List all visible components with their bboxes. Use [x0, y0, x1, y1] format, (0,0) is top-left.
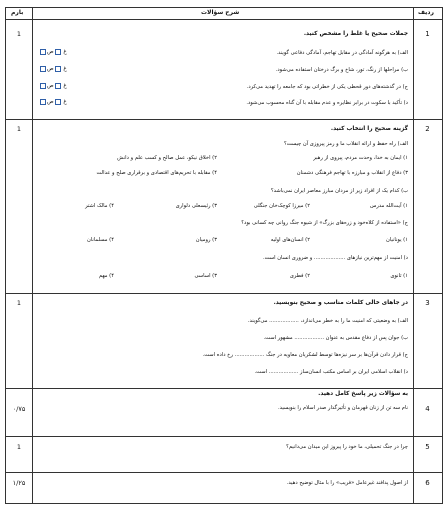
q3-item-d: د) انقلاب اسلامی ایران بر اساس مکتب انسان‌ساز .................. است.: [254, 369, 408, 375]
q2-c-opt-3: ۳) رومیان: [195, 237, 217, 243]
row-separator: [6, 293, 442, 294]
q2-b-opt-1: ۱) آیت‌الله مدرس: [370, 203, 408, 209]
header-row: ردیف: [418, 9, 434, 16]
true-checkbox[interactable]: [55, 99, 61, 105]
q2-a-opt-1: ۱) ایمان به خدا، وحدت مردم، پیروی از رهبر: [313, 155, 408, 161]
q1-item-c: ج) در گذشته‌های دور قحطی یکی از خطراتی بود که جامعه را تهدید می‌کرد.: [246, 84, 408, 90]
row-number-6: 6: [425, 479, 430, 487]
false-checkbox[interactable]: [40, 49, 46, 55]
exam-sheet: [5, 7, 443, 504]
q2-b-opt-2: ۲) میرزا کوچک‌خان جنگلی: [253, 203, 310, 209]
q1-tf-a: [39, 49, 67, 56]
q2-a-opt-3: ۳) دفاع از انقلاب و مبارزه با تهاجم فرهنگی دشمنان: [296, 170, 408, 176]
false-label: غ: [63, 99, 67, 105]
true-label: ص: [47, 99, 54, 105]
true-label: ص: [47, 66, 54, 72]
score-2: 1: [16, 125, 22, 133]
score-5: 1: [16, 443, 22, 451]
false-checkbox[interactable]: [40, 99, 46, 105]
q3-item-a: الف) به وضعیتی که امنیت ما را به خطر می‌اندازد، .................. می‌گویند.: [247, 318, 408, 324]
q2-a-opt-2: ۲) اخلاق نیکو، عمل صالح و کسب علم و دانش: [117, 155, 217, 161]
row-separator: [6, 388, 442, 389]
q2-stem-c: ج) «استفاده از کلاه‌خود و زره‌های بزرگ» از شیوه جنگ روانی چه کسانی بود؟: [241, 220, 408, 226]
q4-title: به سؤالات زیر پاسخ کامل دهید.: [318, 391, 408, 397]
q1-tf-d: [39, 99, 67, 106]
row-number-3: 3: [425, 299, 430, 307]
row-number-2: 2: [425, 125, 430, 133]
false-label: غ: [63, 83, 67, 89]
false-label: غ: [63, 66, 67, 72]
q2-d-opt-3: ۳) اساسی: [194, 273, 217, 279]
false-checkbox[interactable]: [40, 83, 46, 89]
q1-title: جملات صحیح یا غلط را مشخص کنید.: [303, 31, 408, 37]
score-3: 1: [16, 299, 22, 307]
q4-text: نام سه تن از زنان قهرمان و تأثیرگذار صدر اسلام را بنویسید.: [278, 405, 408, 411]
score-column-line: [32, 8, 33, 503]
q1-item-b: ب) مراحلها از رنگ، تور، شاخ و برگ درختان استفاده می‌شود.: [275, 67, 408, 73]
true-checkbox[interactable]: [55, 66, 61, 72]
header-score: بارم: [11, 9, 24, 16]
q2-title: گزینه صحیح را انتخاب کنید.: [330, 126, 408, 132]
table-header: [6, 8, 442, 20]
score-6: ۱/۲۵: [12, 479, 26, 487]
row-number-5: 5: [425, 443, 430, 451]
q2-c-opt-1: ۱) یونانیان: [385, 237, 408, 243]
row-separator: [6, 436, 442, 437]
true-checkbox[interactable]: [55, 83, 61, 89]
false-checkbox[interactable]: [40, 66, 46, 72]
q1-tf-b: [39, 66, 67, 73]
row-column-line: [413, 8, 414, 503]
false-label: غ: [63, 49, 67, 55]
q3-title: در جاهای خالی کلمات مناسب و صحیح بنویسید.: [273, 300, 408, 306]
q2-c-opt-4: ۴) مسلمانان: [86, 237, 114, 243]
q1-tf-c: [39, 83, 67, 90]
q2-stem-b: ب) کدام یک از افراد زیر از مردان مبارز معاصر ایران نمی‌باشد؟: [270, 188, 408, 194]
q1-item-a: الف) به هرگونه آمادگی در مقابل تهاجم، آمادگی دفاعی گویند.: [276, 50, 408, 56]
row-separator: [6, 472, 442, 473]
q2-d-opt-4: ۴) مهم: [98, 273, 114, 279]
q3-item-c: ج) قرار دادن قرآن‌ها بر سر نیزه‌ها توسط لشکریان معاویه در جنگ .................. رخ داده است.: [202, 352, 408, 358]
true-label: ص: [47, 49, 54, 55]
row-number-1: 1: [425, 30, 430, 38]
q6-text: از اصول پدافند غیرعامل «فریب» را با مثال توضیح دهید.: [286, 480, 408, 486]
q2-b-opt-4: ۴) مالک اشتر: [85, 203, 114, 209]
q2-c-opt-2: ۲) انسان‌های اولیه: [270, 237, 310, 243]
q2-a-opt-4: ۴) مقابله با تحریم‌های اقتصادی و برقراری صلح و عدالت: [96, 170, 217, 176]
q2-d-opt-2: ۲) فطری: [289, 273, 310, 279]
score-1: 1: [16, 30, 22, 38]
score-4: ۰/۷۵: [12, 405, 26, 413]
q5-text: چرا در جنگ تحمیلی، ما خود را پیروز این میدان می‌دانیم؟: [286, 444, 408, 450]
q1-item-d: د) تأکید با سکوت در برابر نظایره و عدم مقابله با آن گناه محسوب می‌شود.: [246, 100, 408, 106]
true-label: ص: [47, 83, 54, 89]
q2-stem-a: الف) راه حفظ و ارائه انقلاب ما و رمز پیروزی آن چیست؟: [283, 141, 408, 147]
true-checkbox[interactable]: [55, 49, 61, 55]
q3-item-b: ب) جوان پس از دفاع مقدس به عنوان .................. مشهور است.: [263, 335, 408, 341]
header-question: شرح سؤالات: [201, 9, 240, 16]
q2-b-opt-3: ۳) رئیسعلی دلواری: [175, 203, 217, 209]
q2-stem-d: د) امنیت از مهم‌ترین نیازهای ................... و ضروری انسان است.: [263, 255, 408, 261]
row-separator: [6, 119, 442, 120]
row-number-4: 4: [425, 405, 430, 413]
q2-d-opt-1: ۱) ثانوی: [390, 273, 408, 279]
